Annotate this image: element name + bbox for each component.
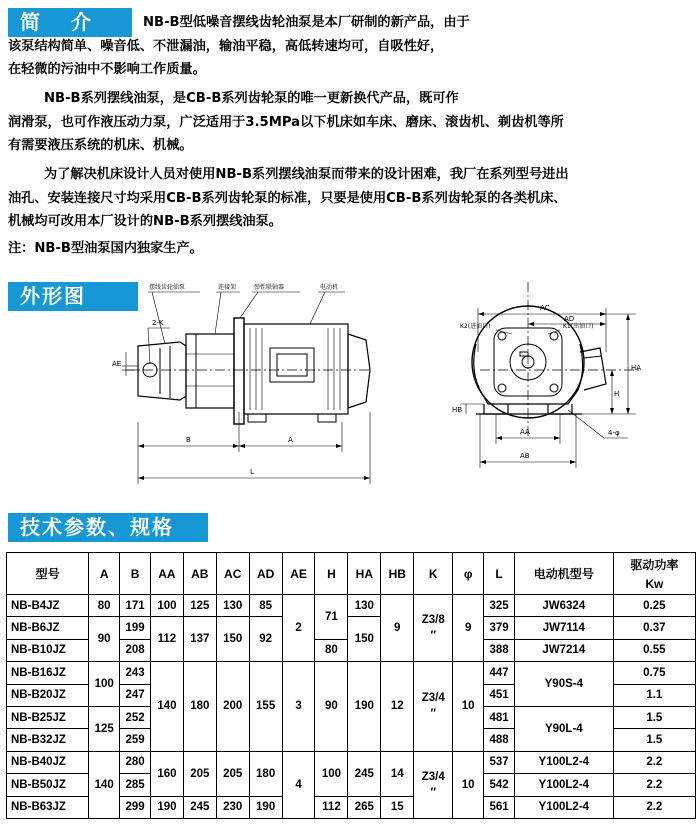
- cell-power: 1.5: [613, 729, 695, 751]
- cell-power: 1.5: [613, 706, 695, 728]
- cell-motor: JW6324: [514, 595, 613, 617]
- cell-power: 2.2: [613, 751, 695, 773]
- spec-section-title: 技术参数、规格: [8, 513, 208, 542]
- col-header: 型号: [7, 553, 89, 595]
- k-value: Z3/4: [421, 770, 445, 783]
- text-line: 在轻微的污油中不影响工作质量。: [8, 62, 206, 77]
- col-header: AB: [183, 553, 216, 595]
- dim-4phi: 4-φ: [608, 429, 620, 437]
- cell-model: NB-B25JZ: [7, 706, 89, 728]
- cell-b: 208: [120, 639, 151, 661]
- cell-motor: JW7114: [514, 617, 613, 639]
- intro-section-title: 简 介: [8, 8, 132, 37]
- cell-model: NB-B50JZ: [7, 774, 89, 796]
- cell-power: 0.55: [613, 639, 695, 661]
- dim-l: L: [250, 468, 254, 476]
- cell-model: NB-B6JZ: [7, 617, 89, 639]
- col-header: φ: [453, 553, 484, 595]
- cell-power: 0.37: [613, 617, 695, 639]
- cell-model: NB-B20JZ: [7, 684, 89, 706]
- cell-b: 299: [120, 796, 151, 818]
- cell-ha: 150: [348, 617, 381, 662]
- col-header: AD: [249, 553, 282, 595]
- cell-aa: 100: [150, 595, 183, 617]
- col-header: AC: [216, 553, 249, 595]
- cell-model: NB-B16JZ: [7, 662, 89, 684]
- cell-ha: 190: [348, 662, 381, 752]
- pump-label: 摆线齿轮油泵: [149, 284, 186, 291]
- cell-b: 280: [120, 751, 151, 773]
- power-header-unit: Kw: [645, 577, 664, 591]
- cell-aa: 112: [150, 617, 183, 662]
- cell-ac: 130: [216, 595, 249, 617]
- dim-ab: AB: [520, 452, 530, 460]
- text-line: 该泵结构简单、噪音低、不泄漏油，输油平稳，高低转速均可，自吸性好，: [8, 38, 444, 54]
- cell-l: 388: [484, 639, 515, 661]
- cell-phi: 9: [453, 595, 484, 662]
- cell-k: [414, 662, 453, 752]
- cell-ha: 265: [348, 796, 381, 818]
- text-line: 润滑泵，也可作液压动力泵，广泛适用于3.5MPa以下机床如车床、磨床、滚齿机、剃齿机等所: [8, 114, 564, 130]
- power-header-line: 驱动功率: [630, 558, 679, 572]
- cell-h: 71: [315, 595, 348, 640]
- dim-hb: HB: [452, 406, 463, 414]
- dim-k2: K2(进油口): [460, 323, 491, 330]
- cell-a: 100: [89, 662, 120, 707]
- cell-ad: 190: [249, 796, 282, 818]
- dim-k1: K1(出油口): [563, 323, 594, 330]
- cell-aa: 140: [150, 662, 183, 752]
- cell-model: NB-B4JZ: [7, 595, 89, 617]
- col-header: AA: [150, 553, 183, 595]
- cell-aa: 190: [150, 796, 183, 818]
- cell-ab: 125: [183, 595, 216, 617]
- text-line: NB-B型低噪音摆线齿轮油泵是本厂研制的新产品，由于: [143, 15, 470, 30]
- cell-hb: 14: [381, 751, 414, 796]
- cell-l: 488: [484, 729, 515, 751]
- cell-a: 140: [89, 751, 120, 818]
- k-mark: ″: [430, 786, 436, 799]
- cell-l: 379: [484, 617, 515, 639]
- dim-b: B: [186, 436, 191, 444]
- cell-l: 481: [484, 706, 515, 728]
- outline-drawings: [0, 262, 700, 512]
- cell-ad: 85: [249, 595, 282, 617]
- text-line: 为了解决机床设计人员对使用NB-B系列摆线油泵而带来的设计困难，我厂在系列型号进出: [44, 167, 569, 182]
- cell-b: 247: [120, 684, 151, 706]
- cell-b: 171: [120, 595, 151, 617]
- cell-ha: 130: [348, 595, 381, 617]
- table-row: [7, 751, 696, 773]
- text-line: 有需要液压系统的机床、机械。: [8, 138, 193, 153]
- table-row: [7, 617, 696, 639]
- cell-a: 125: [89, 706, 120, 751]
- col-header-power: [613, 553, 695, 595]
- cell-b: 259: [120, 729, 151, 751]
- col-header: L: [484, 553, 515, 595]
- motor-label: 电动机: [320, 284, 339, 291]
- dim-aa: AA: [520, 428, 530, 436]
- col-header: HB: [381, 553, 414, 595]
- cell-l: 325: [484, 595, 515, 617]
- intro-note: 注：NB-B型油泵国内独家生产。: [8, 241, 203, 256]
- cell-ac: 205: [216, 751, 249, 796]
- cell-b: 285: [120, 774, 151, 796]
- cell-model: NB-B32JZ: [7, 729, 89, 751]
- cell-b: 252: [120, 706, 151, 728]
- k-value: Z3/4: [421, 692, 445, 705]
- cell-h: 80: [315, 639, 348, 661]
- cell-phi: 10: [453, 751, 484, 818]
- cell-ac: 200: [216, 662, 249, 752]
- coupling-label: 弹性联轴器: [254, 284, 285, 291]
- cell-ad: 155: [249, 662, 282, 752]
- dim-2k: 2-K: [152, 319, 164, 327]
- cell-ae: 4: [282, 751, 315, 818]
- k-mark: ″: [430, 708, 436, 721]
- cell-model: NB-B10JZ: [7, 639, 89, 661]
- cell-model: NB-B63JZ: [7, 796, 89, 818]
- cell-hb: 12: [381, 662, 414, 752]
- cell-ab: 180: [183, 662, 216, 752]
- dim-ae: AE: [112, 360, 122, 368]
- cell-a: 80: [89, 595, 120, 617]
- cell-motor: Y100L2-4: [514, 751, 613, 773]
- col-header: B: [120, 553, 151, 595]
- intro-paragraph-1: [8, 11, 698, 82]
- col-header: H: [315, 553, 348, 595]
- cell-ad: 180: [249, 751, 282, 796]
- cell-power: 1.1: [613, 684, 695, 706]
- text-line: 油孔、安装连接尺寸均采用CB-B系列齿轮泵的标准，只要是使用CB-B系列齿轮泵的各类机床、: [8, 190, 567, 206]
- cell-power: 2.2: [613, 796, 695, 818]
- cell-model: NB-B40JZ: [7, 751, 89, 773]
- cell-ab: 245: [183, 796, 216, 818]
- spec-table: [6, 552, 696, 819]
- cell-hb: 9: [381, 595, 414, 662]
- cell-h: 100: [315, 751, 348, 796]
- dim-ad: AD: [564, 315, 575, 323]
- col-header: 电动机型号: [514, 553, 613, 595]
- cell-aa: 160: [150, 751, 183, 796]
- cell-l: 447: [484, 662, 515, 684]
- cell-power: 0.25: [613, 595, 695, 617]
- cell-ha: 245: [348, 751, 381, 796]
- cell-motor: Y100L2-4: [514, 774, 613, 796]
- table-row: [7, 662, 696, 684]
- cell-l: 542: [484, 774, 515, 796]
- outline-section-title: 外形图: [8, 282, 138, 311]
- cell-b: 243: [120, 662, 151, 684]
- bracket-label: 连接架: [218, 284, 237, 291]
- dim-ac: AC: [540, 304, 550, 312]
- cell-ac: 230: [216, 796, 249, 818]
- cell-ab: 137: [183, 617, 216, 662]
- cell-motor: Y90L-4: [514, 706, 613, 751]
- cell-l: 451: [484, 684, 515, 706]
- cell-motor: JW7214: [514, 639, 613, 661]
- cell-ae: 3: [282, 662, 315, 752]
- cell-l: 537: [484, 751, 515, 773]
- cell-h: 90: [315, 662, 348, 752]
- cell-a: 90: [89, 617, 120, 662]
- col-header: AE: [282, 553, 315, 595]
- k-value: Z3/8: [421, 614, 445, 627]
- cell-motor: Y100L2-4: [514, 796, 613, 818]
- dim-a: A: [288, 436, 293, 444]
- cell-ab: 205: [183, 751, 216, 796]
- dim-h: H: [614, 390, 620, 398]
- k-mark: ″: [430, 630, 436, 643]
- cell-h: 112: [315, 796, 348, 818]
- cell-phi: 10: [453, 662, 484, 752]
- cell-hb: 15: [381, 796, 414, 818]
- cell-k: [414, 595, 453, 662]
- text-line: NB-B系列摆线油泵，是CB-B系列齿轮泵的唯一更新换代产品，既可作: [44, 91, 459, 106]
- intro-paragraph-3: [8, 163, 698, 234]
- cell-k: [414, 751, 453, 818]
- table-header-row: [7, 553, 696, 595]
- col-header: HA: [348, 553, 381, 595]
- cell-b: 199: [120, 617, 151, 639]
- col-header: K: [414, 553, 453, 595]
- cell-power: 2.2: [613, 774, 695, 796]
- cell-ad: 92: [249, 617, 282, 662]
- cell-power: 0.75: [613, 662, 695, 684]
- intro-paragraph-2: [8, 87, 698, 158]
- front-view-drawing: [460, 282, 640, 468]
- col-header: A: [89, 553, 120, 595]
- cell-l: 561: [484, 796, 515, 818]
- dim-ha: HA: [631, 364, 642, 372]
- text-line: 机械均可改用本厂设计的NB-B系列摆线油泵。: [8, 214, 282, 229]
- table-row: [7, 595, 696, 617]
- cell-ae: 2: [282, 595, 315, 662]
- cell-ac: 150: [216, 617, 249, 662]
- cell-motor: Y90S-4: [514, 662, 613, 707]
